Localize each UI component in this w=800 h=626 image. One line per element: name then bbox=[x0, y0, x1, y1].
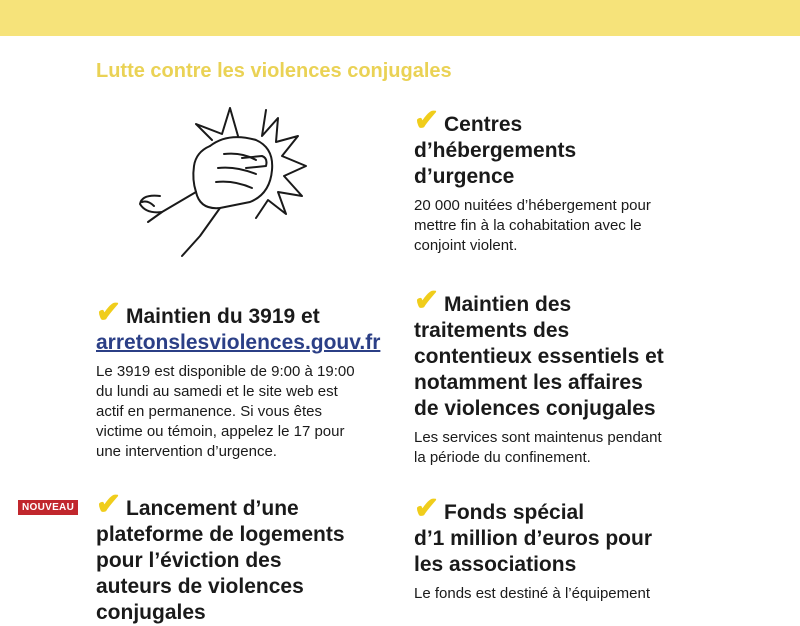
checkmark-icon: ✔ bbox=[414, 284, 440, 317]
contentieux-text: Les services sont maintenus pendant la période du confinement. bbox=[414, 429, 662, 466]
checkmark-icon: ✔ bbox=[96, 488, 122, 521]
checkmark-icon: ✔ bbox=[96, 296, 122, 329]
section-title: Lutte contre les violences conjugales bbox=[96, 60, 452, 82]
hebergement-text: 20 000 nuitées d’hébergement pour mettre fin à la cohabitation avec le conjoint violent. bbox=[414, 197, 651, 254]
block-plateforme bbox=[96, 488, 406, 626]
plateforme-title: Lancement d’une plateforme de logements pour l’éviction des auteurs de violences conjugales bbox=[96, 497, 345, 624]
hebergement-title: Centres d’hébergements d’urgence bbox=[414, 113, 577, 188]
block-hebergement bbox=[414, 104, 734, 256]
block-maintien-3919 bbox=[96, 296, 396, 462]
fonds-title: Fonds spécial d’1 million d’euros pour les associations bbox=[414, 501, 653, 576]
arretonslesviolences-link[interactable]: arretonslesviolences.gouv.fr bbox=[96, 331, 381, 354]
block-fonds bbox=[414, 492, 734, 604]
checkmark-icon: ✔ bbox=[414, 492, 440, 525]
raised-fist-icon bbox=[138, 96, 318, 276]
contentieux-title: Maintien des traitements des contentieux essentiels et notamment les affaires de violences conjugales bbox=[414, 293, 664, 420]
checkmark-icon: ✔ bbox=[414, 104, 440, 137]
block-contentieux bbox=[414, 284, 734, 468]
nouveau-badge: NOUVEAU bbox=[18, 500, 78, 515]
top-banner bbox=[0, 0, 800, 36]
maintien-3919-title: Maintien du 3919 et arretonslesviolences.gouv.fr bbox=[96, 305, 381, 354]
maintien-3919-text: Le 3919 est disponible de 9:00 à 19:00 du lundi au samedi et le site web est actif en permanence. Si vous êtes victime ou témoin, appelez le 17 pour une intervention d’urgence. bbox=[96, 363, 355, 460]
fonds-text: Le fonds est destiné à l’équipement bbox=[414, 585, 650, 602]
